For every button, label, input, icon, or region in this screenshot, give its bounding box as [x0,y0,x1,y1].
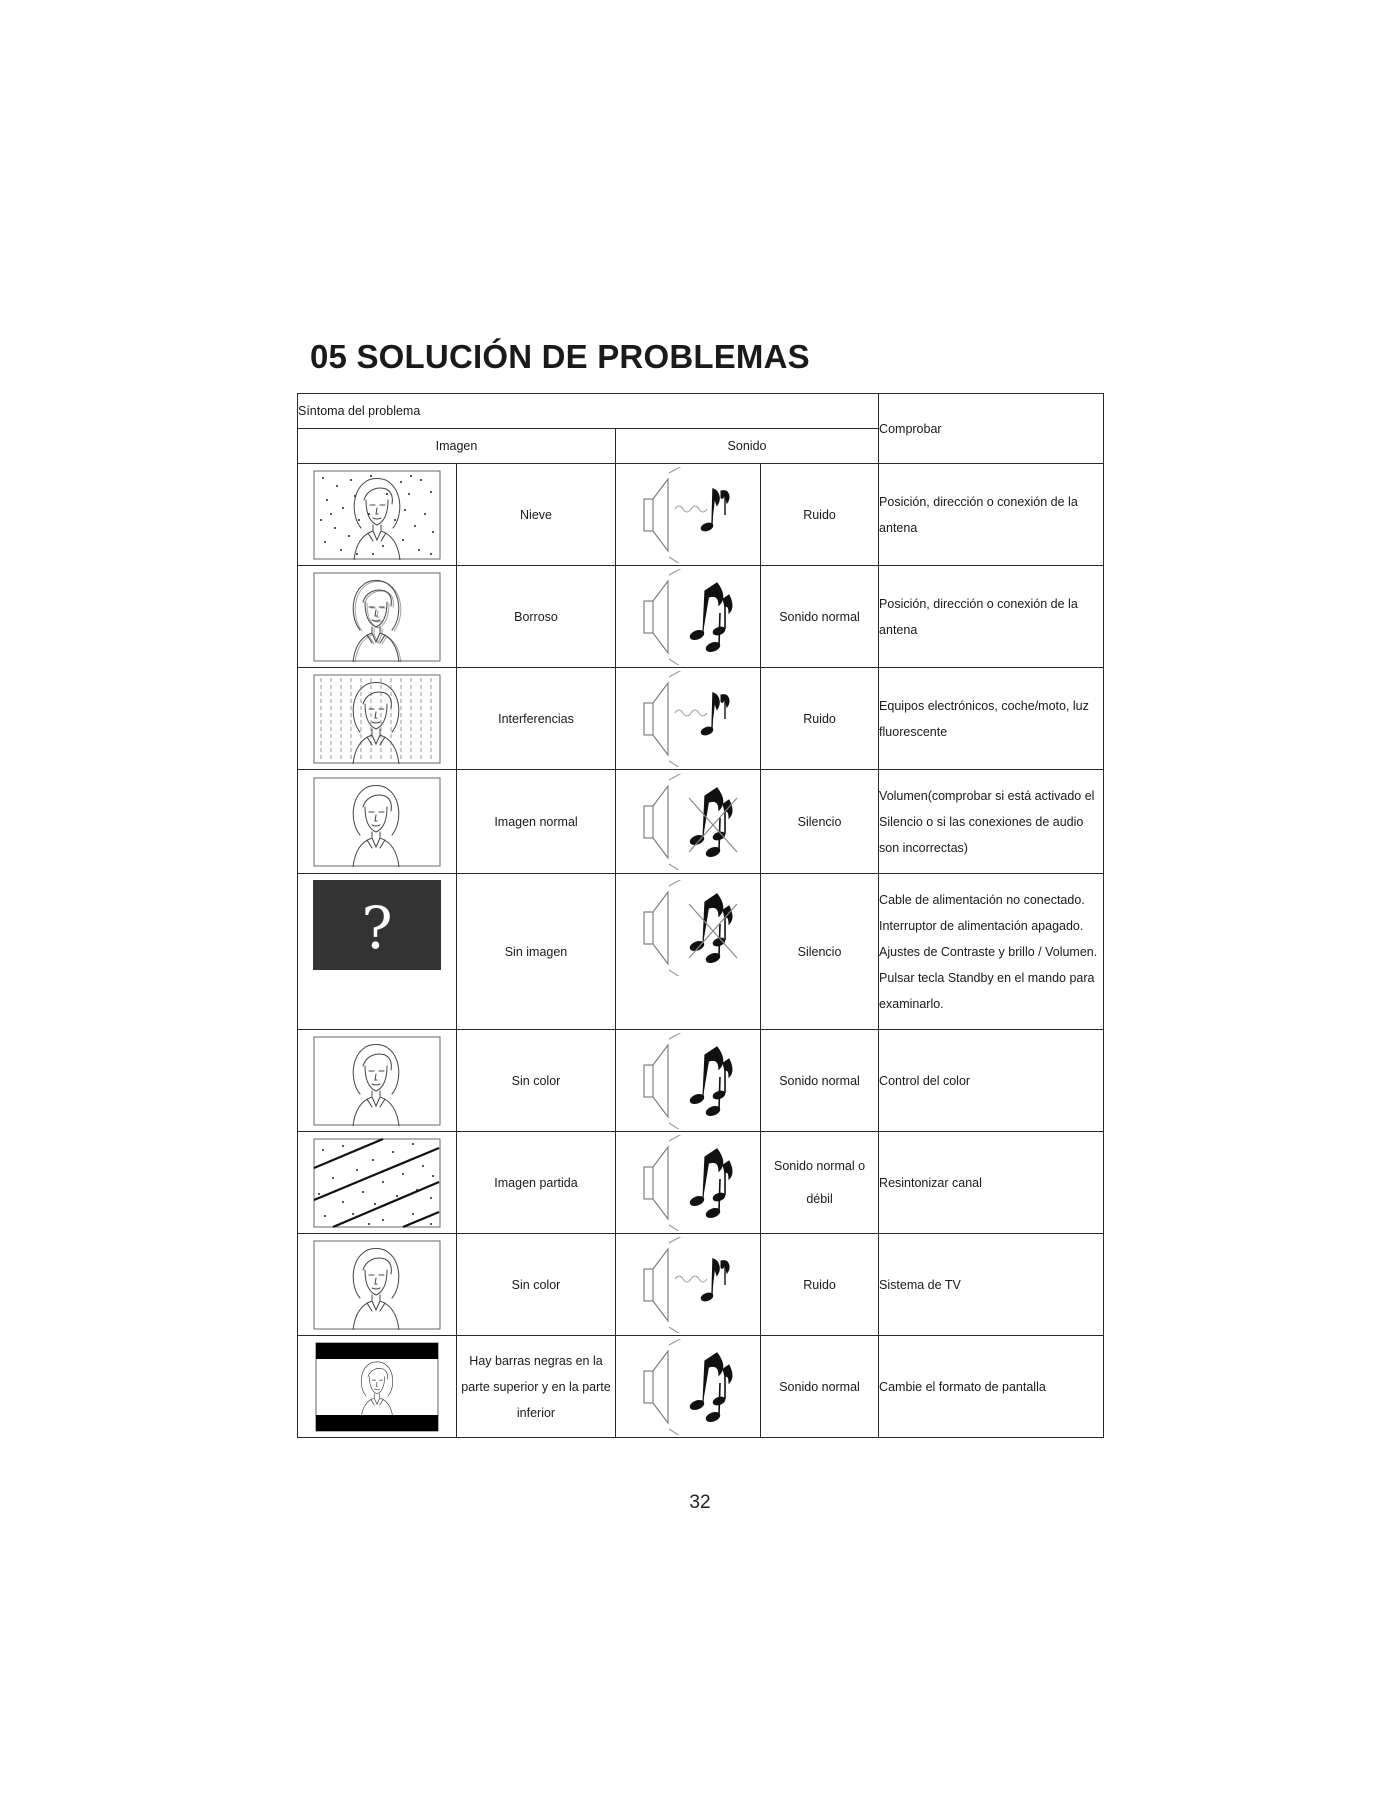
black-bars-image-icon [315,1342,439,1432]
mute-sound-icon [633,880,743,976]
image-symptom-label: Hay barras negras en la parte superior y en la parte inferior [457,1336,616,1438]
sound-symptom-label: Ruido [761,668,879,770]
sound-symptom-label: Silencio [761,874,879,1030]
sound-header: Sonido [616,429,879,464]
table-row [298,1234,1104,1336]
sound-symptom-label: Sonido normal [761,566,879,668]
svg-text:?: ? [361,894,393,962]
check-text: Equipos electrónicos, coche/moto, luz fluorescente [879,668,1104,770]
mute-sound-icon [633,774,743,870]
image-symptom-label: Sin imagen [457,874,616,1030]
noise-sound-icon [633,1237,743,1333]
table-row [298,1336,1104,1438]
check-header: Comprobar [879,394,1104,464]
page-title: 05 SOLUCIÓN DE PROBLEMAS [310,338,810,375]
normal-sound-icon [633,1135,743,1231]
table-row [298,874,1104,1030]
sound-symptom-label: Ruido [761,1234,879,1336]
sound-symptom-label: Sonido normal [761,1030,879,1132]
image-header: Imagen [298,429,616,464]
header-row [298,394,1104,429]
split-image-icon [313,1138,441,1228]
no-color-image-icon [313,1036,441,1126]
image-symptom-label: Interferencias [457,668,616,770]
check-text: Cable de alimentación no conectado. Interruptor de alimentación apagado. Ajustes de Contraste y brillo / Volumen. Pulsar tecla Standby en el mando para examinarlo. [879,874,1104,1030]
check-text: Resintonizar canal [879,1132,1104,1234]
blurry-image-icon [313,572,441,662]
no-image-icon [313,880,441,970]
table-row [298,668,1104,770]
sound-symptom-label: Sonido normal [761,1336,879,1438]
check-text: Cambie el formato de pantalla [879,1336,1104,1438]
image-symptom-label: Imagen normal [457,770,616,874]
check-text: Posición, dirección o conexión de la antena [879,464,1104,566]
table-row [298,566,1104,668]
image-symptom-label: Borroso [457,566,616,668]
table-row [298,770,1104,874]
table-row [298,464,1104,566]
normal-sound-icon [633,1033,743,1129]
image-symptom-label: Imagen partida [457,1132,616,1234]
normal-sound-icon [633,1339,743,1435]
check-text: Volumen(comprobar si está activado el Silencio o si las conexiones de audio son incorrectas) [879,770,1104,874]
image-symptom-label: Sin color [457,1234,616,1336]
noise-sound-icon [633,671,743,767]
table-row [298,1030,1104,1132]
sound-symptom-label: Silencio [761,770,879,874]
table-row [298,1132,1104,1234]
snow-image-icon [313,470,441,560]
normal-image-icon [313,777,441,867]
interference-image-icon [313,674,441,764]
check-text: Sistema de TV [879,1234,1104,1336]
page-number: 32 [689,1492,711,1513]
noise-sound-icon [633,467,743,563]
image-symptom-label: Sin color [457,1030,616,1132]
check-text: Posición, dirección o conexión de la antena [879,566,1104,668]
check-text: Control del color [879,1030,1104,1132]
no-color-image-icon [313,1240,441,1330]
image-symptom-label: Nieve [457,464,616,566]
normal-sound-icon [633,569,743,665]
sound-symptom-label: Sonido normal o débil [761,1132,879,1234]
troubleshooting-table [297,393,1104,1438]
sound-symptom-label: Ruido [761,464,879,566]
symptom-header: Síntoma del problema [298,394,879,429]
